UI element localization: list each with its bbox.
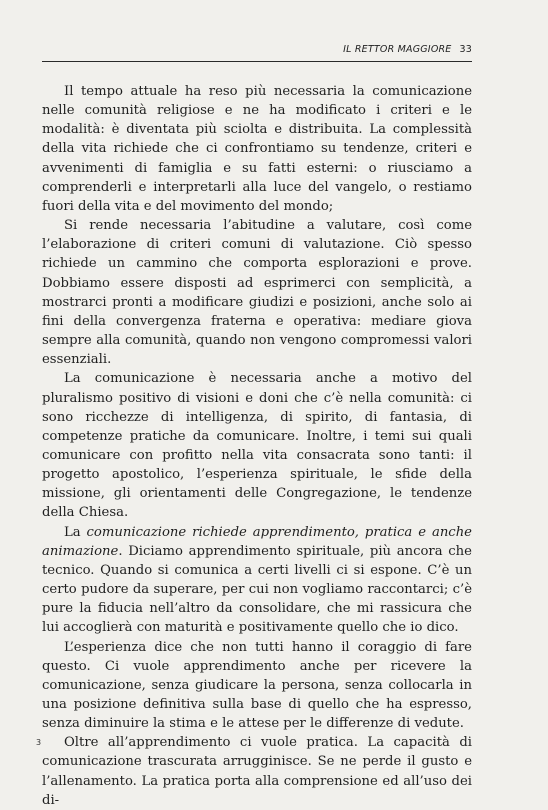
header-rule	[42, 61, 472, 62]
paragraph: Oltre all’apprendimento ci vuole pratica. La capacità di comunicazione trascurata arrugginisce. Se ne perde il gusto e l’allenamento. La pratica porta alla comprensione ed all’uso dei di-	[42, 735, 472, 808]
running-header	[42, 44, 472, 55]
paragraph: L’esperienza dice che non tutti hanno il coraggio di fare questo. Ci vuole apprendimento anche per ricevere la comunicazione, senza giudicare la persona, senza collocarla in una posizione definitiva sulla base di quello che ha espresso, senza diminuire la stima e le attese per le differenze di vedute.	[42, 639, 472, 732]
page-number: 33	[459, 44, 472, 55]
paragraph: Il tempo attuale ha reso più necessaria la comunicazione nelle comunità religiose e ne ha modificato i criteri e le modalità: è diventata più sciolta e distribuita. La complessità della vita richiede che ci confrontiamo su tendenze, criteri e avvenimenti di famiglia e su fatti esterni: o riusciamo a comprenderli e interpretarli alla luce del vangelo, o restiamo fuori della vita e del movimento del mondo;	[42, 84, 472, 214]
running-title: IL RETTOR MAGGIORE	[343, 44, 452, 55]
footer-mark: 3	[36, 738, 42, 747]
body-text	[42, 82, 472, 810]
paragraph: Si rende necessaria l’abitudine a valutare, così come l’elaborazione di criteri comuni di valutazione. Ciò spesso richiede un cammino che comporta esplorazioni e prove. Dobbiamo essere disposti ad esprimerci con semplicità, a mostrarci pronti a modificare giudizi e posizioni, anche solo ai fini della convergenza fraterna e operativa: mediare giova sempre alla comunità, quando non vengono compromessi valori essenziali.	[42, 218, 472, 368]
italic-phrase: comunicazione richiede apprendimento, pratica e anche animazione	[42, 524, 472, 559]
paragraph: La comunicazione è necessaria anche a motivo del pluralismo positivo di visioni e doni che c’è nella comunità: ci sono ricchezze di intelligenza, di spirito, di fantasia, di competenze pratiche da comunicare. Inoltre, i temi sui quali comunicare con profitto nella vita consacrata sono tanti: il progetto apostolico, l’esperienza spirituale, le sfide della missione, gli orientamenti delle Congregazione, le tendenze della Chiesa.	[42, 371, 472, 521]
paragraph: La comunicazione richiede apprendimento, pratica e anche animazione. Diciamo apprendimento spirituale, più ancora che tecnico. Quando si comunica a certi livelli ci si espone. C’è un certo pudore da superare, per cui non vogliamo raccontarci; c’è pure la fiducia nell’altro da consolidare, che mi rassicura che lui accoglierà con maturità e positivamente quello che io dico.	[42, 524, 472, 636]
